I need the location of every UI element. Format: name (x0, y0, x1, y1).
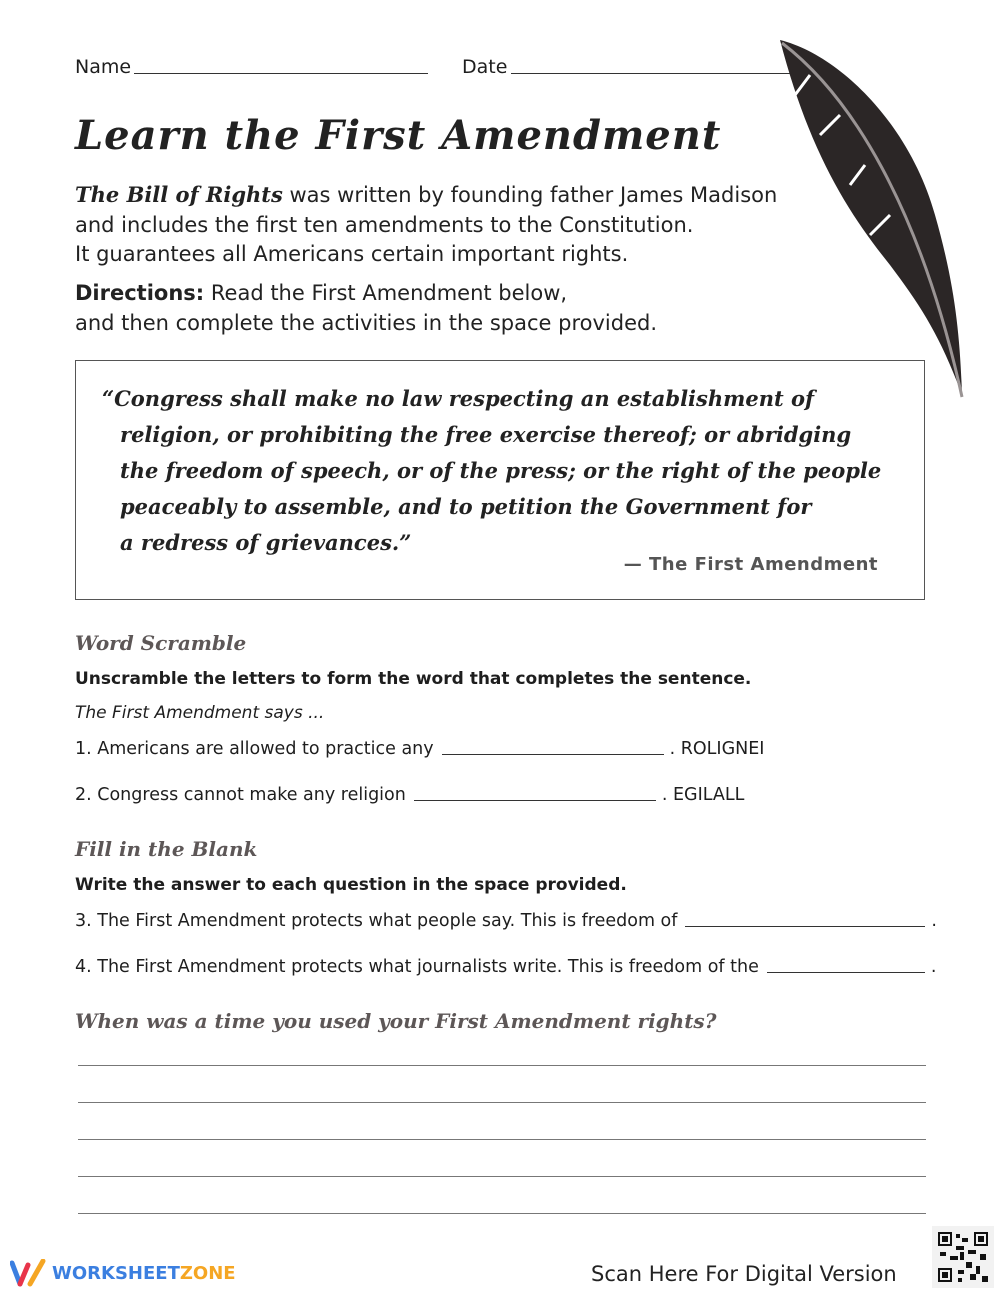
period: . (931, 911, 937, 931)
qr-code-icon[interactable] (932, 1226, 994, 1288)
section-heading-word-scramble: Word Scramble (75, 631, 247, 655)
scan-label: Scan Here For Digital Version (591, 1262, 897, 1286)
fill-blank-instruction: Write the answer to each question in the space provided. (75, 875, 627, 895)
worksheet-zone-logo[interactable] (10, 1259, 236, 1287)
quote-line: peaceably to assemble, and to petition the Government for (120, 494, 812, 519)
directions-line2: and then complete the activities in the space provided. (75, 310, 657, 335)
answer-blank[interactable] (414, 800, 656, 801)
intro-paragraph (75, 180, 777, 270)
answer-blank[interactable] (442, 754, 664, 755)
writing-line[interactable] (78, 1065, 926, 1066)
quote-line: “Congress shall make no law respecting an establishment of (102, 386, 815, 411)
answer-blank[interactable] (685, 926, 925, 927)
quote-text (102, 381, 910, 561)
intro-line2: and includes the first ten amendments to the Constitution. (75, 212, 694, 237)
item-text: 1. Americans are allowed to practice any (75, 739, 434, 759)
intro-line3: It guarantees all Americans certain important rights. (75, 242, 629, 266)
quote-attribution: — The First Amendment (623, 554, 878, 575)
date-label: Date (462, 56, 508, 78)
item-text: 2. Congress cannot make any religion (75, 785, 406, 805)
scrambled-word: . ROLIGNEI (669, 739, 765, 759)
section-heading-fill-blank: Fill in the Blank (75, 837, 258, 861)
name-label: Name (75, 56, 132, 78)
scramble-item-1 (75, 739, 764, 759)
period: . (930, 957, 937, 977)
writing-line[interactable] (78, 1102, 926, 1103)
quote-box (75, 360, 925, 600)
writing-line[interactable] (78, 1213, 926, 1214)
intro-text: was written by founding father James Madison (282, 183, 778, 207)
directions-text: Read the First Amendment below, (204, 281, 568, 305)
directions (75, 279, 657, 338)
writing-line[interactable] (78, 1139, 926, 1140)
section-heading-reflection: When was a time you used your First Amendment rights? (75, 1009, 717, 1033)
item-text: 3. The First Amendment protects what people say. This is freedom of (75, 911, 678, 931)
answer-blank[interactable] (767, 972, 925, 973)
logo-text-worksheet: WORKSHEET (52, 1262, 180, 1284)
name-field[interactable] (134, 73, 428, 74)
quote-line: the freedom of speech, or of the press; or the right of the people (120, 458, 882, 483)
scrambled-word: . EGILALL (661, 785, 745, 805)
item-text: 4. The First Amendment protects what journalists write. This is freedom of the (75, 957, 759, 977)
scramble-item-2 (75, 785, 744, 805)
word-scramble-instruction: Unscramble the letters to form the word that completes the sentence. (75, 669, 752, 689)
directions-label: Directions: (75, 281, 205, 305)
date-field[interactable] (511, 73, 801, 74)
logo-w-icon (10, 1259, 48, 1287)
page-title: Learn the First Amendment (75, 112, 722, 159)
fill-item-4 (75, 957, 936, 977)
quote-line: religion, or prohibiting the free exercise thereof; or abridging (120, 422, 852, 447)
quote-line: a redress of grievances.” (120, 530, 412, 555)
word-scramble-lead: The First Amendment says ... (75, 703, 325, 723)
fill-item-3 (75, 911, 937, 931)
writing-line[interactable] (78, 1176, 926, 1177)
logo-text-zone: ZONE (179, 1262, 236, 1284)
intro-bold: The Bill of Rights (75, 182, 283, 207)
quill-feather-icon (770, 35, 975, 405)
